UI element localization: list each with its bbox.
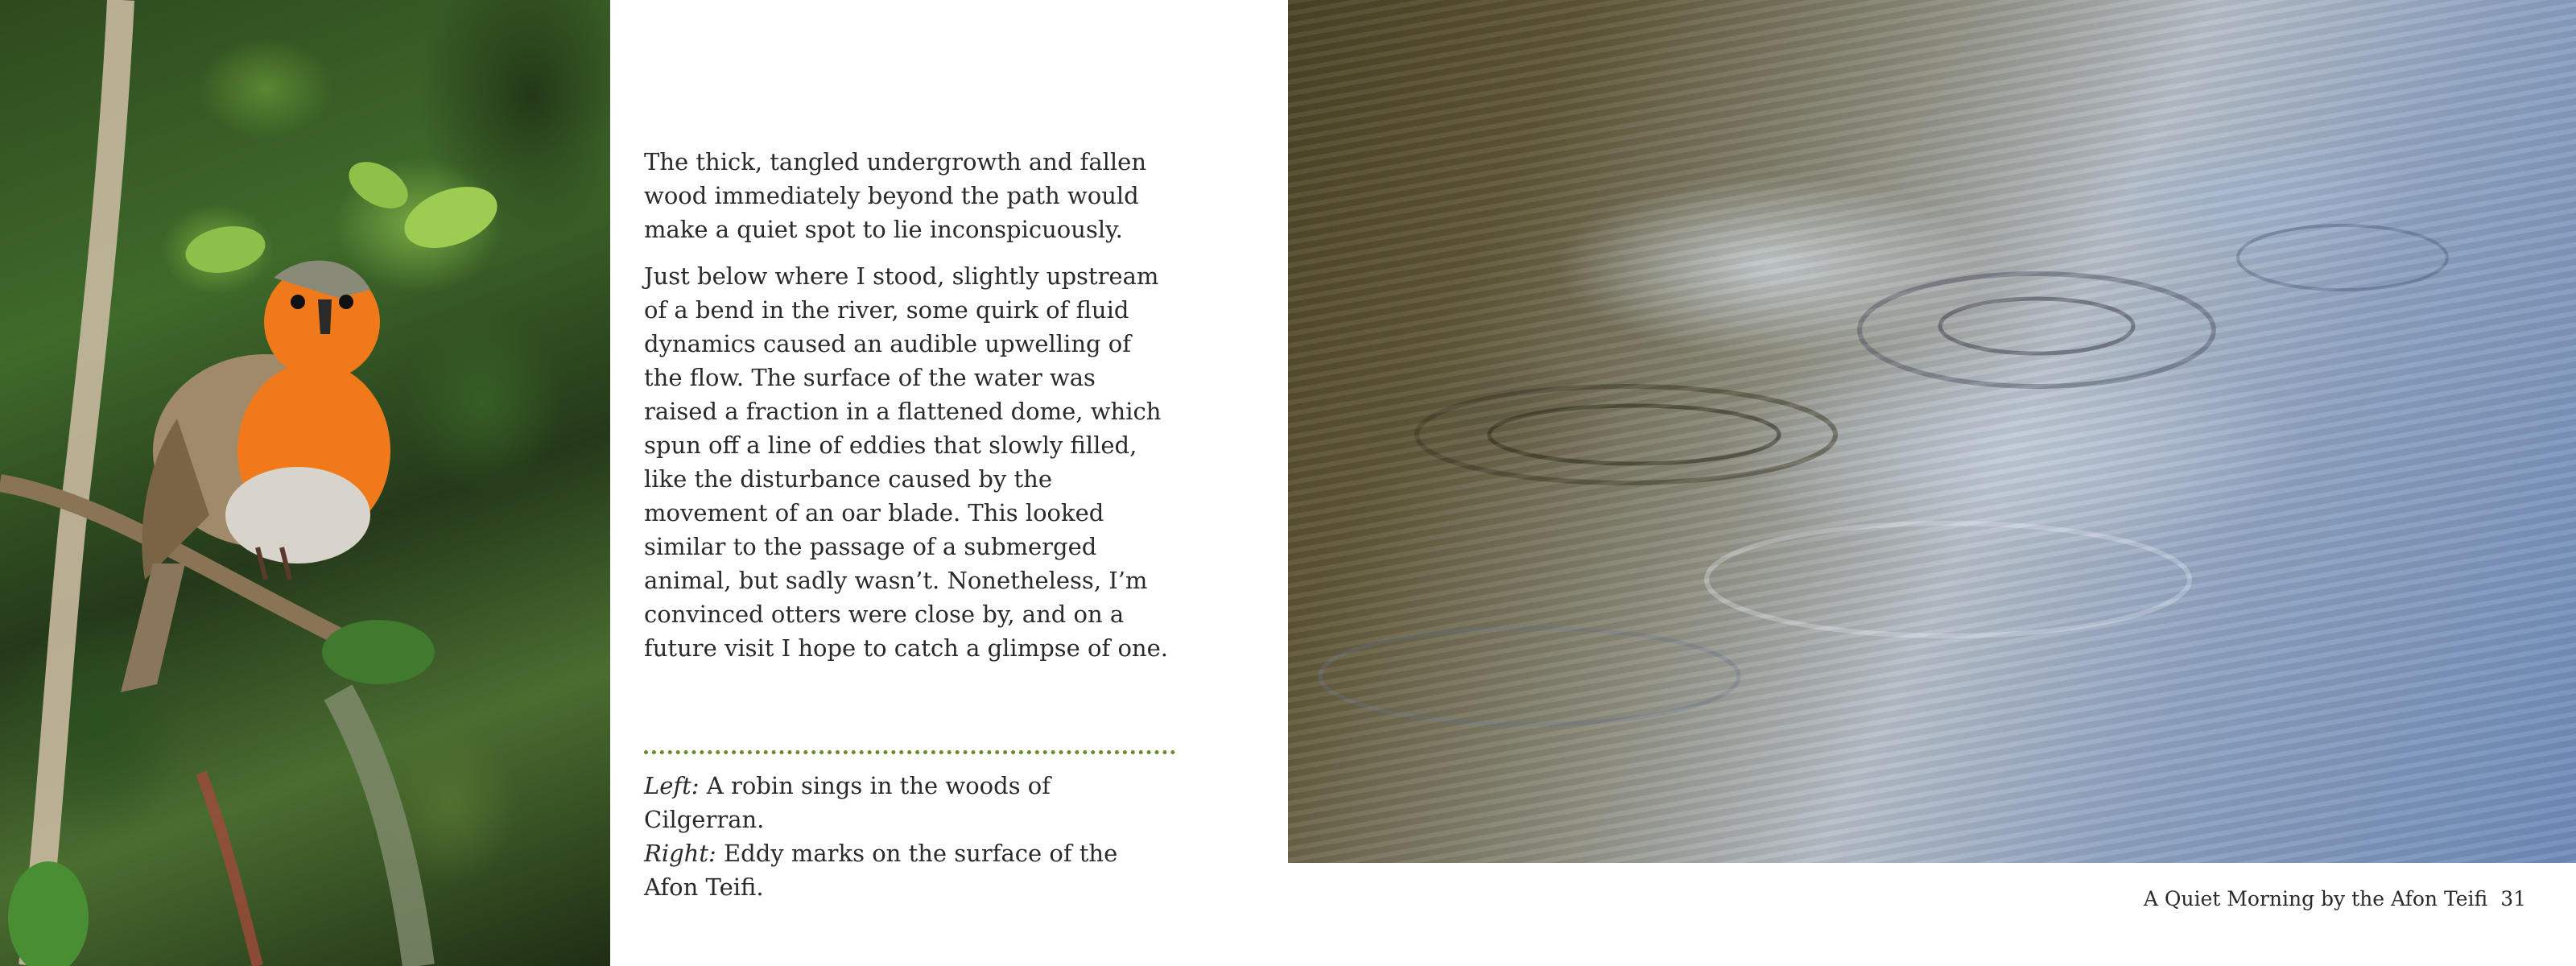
- footer-title: A Quiet Morning by the Afon Teifi: [2143, 887, 2488, 910]
- robin-illustration: [0, 0, 610, 966]
- dotted-divider: [644, 750, 1175, 754]
- caption-right-label: Right:: [644, 840, 716, 867]
- caption-left-text: A robin sings in the woods of Cilgerran.: [644, 772, 1051, 833]
- photo-caption: [644, 769, 1175, 904]
- page-number: 31: [2500, 887, 2526, 910]
- paragraph-1: The thick, tangled undergrowth and fallen wood immediately beyond the path would make a quiet spot to lie inconspicuously.: [644, 148, 1147, 243]
- paragraph-2: Just below where I stood, slightly upstream of a bend in the river, some quirk of fluid dynamics caused an audible upwelling of the flow. The surface of the water was raised a fraction in a flattened dome, which spun off a line of eddies that slowly filled, like the disturbance caused by the movement of an oar blade. This looked similar to the passage of a submerged animal, but sadly wasn’t. Nonetheless, I’m convinced otters were close by, and on a future visit I hope to catch a glimpse of one.: [644, 262, 1168, 662]
- caption-left: [644, 769, 1175, 836]
- body-text: [644, 145, 1175, 678]
- caption-right-text: Eddy marks on the surface of the Afon Teifi.: [644, 840, 1118, 901]
- river-ripples: [1288, 0, 2576, 863]
- robin-photo: [0, 0, 610, 966]
- river-photo: [1288, 0, 2576, 863]
- caption-right: [644, 836, 1175, 904]
- running-footer: [2144, 887, 2526, 910]
- caption-left-label: Left:: [644, 772, 700, 799]
